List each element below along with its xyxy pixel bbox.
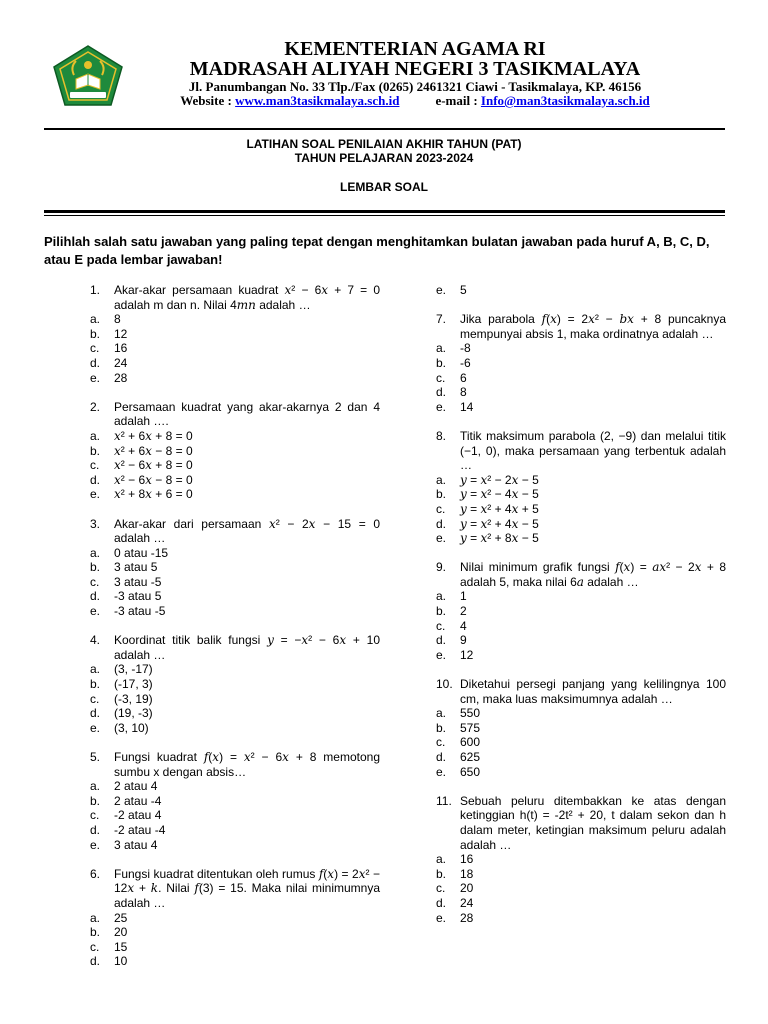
option-b [90,327,380,342]
option-text: 3 atau -5 [114,574,162,589]
option-letter: a. [90,428,101,443]
question-stem: Sebuah peluru ditembakkan ke atas dengan ketinggian h(t) = -2t² + 20, t dalam sekon dan h dalam meter, ketingian maksimum peluru adalah adalah … [460,793,726,852]
option-text: 4 [460,618,467,633]
question-stem: Diketahui persegi panjang yang kelilingnya 100 cm, maka luas maksimumnya adalah … [460,677,726,706]
option-letter: a. [436,472,447,487]
option-letter: c. [90,574,100,589]
website-link[interactable]: www.man3tasikmalaya.sch.id [235,93,400,108]
answer-options [90,779,380,852]
question-number: 6. [90,866,101,881]
option-letter: b. [90,677,101,692]
question-number: 4. [90,633,101,648]
question-stem: Akar-akar dari persamaan x² − 2x − 15 = 0 adalah … [114,516,380,546]
option-d [90,589,380,604]
answer-options [436,341,726,414]
question-stem: Fungsi kuadrat ditentukan oleh rumus f(x) = 2x² − 12x + k. Nilai f(3) = 15. Maka nilai minimumnya adalah … [114,866,380,910]
option-d [90,356,380,371]
option-text: 18 [460,866,474,881]
question-11 [436,794,726,925]
option-text: -8 [460,341,471,356]
question-10 [436,677,726,779]
option-b [90,444,380,459]
option-letter: d. [436,633,447,648]
option-letter: b. [436,720,447,735]
option-c [436,619,726,634]
option-text: 16 [460,852,474,867]
option-text: -3 atau -5 [114,604,166,619]
option-c [90,341,380,356]
option-letter: a. [436,589,447,604]
option-letter: e. [90,837,101,852]
option-text: y = x² + 8x − 5 [460,531,539,546]
school-year: TAHUN PELAJARAN 2023-2024 [294,151,474,165]
option-e [90,604,380,619]
option-letter: e. [436,399,447,414]
option-c [436,502,726,517]
option-text: 0 atau -15 [114,545,169,560]
option-e [436,911,726,926]
option-d [90,954,380,969]
option-e [90,838,380,853]
question-4 [90,633,380,735]
option-c [90,808,380,823]
option-text: 20 [114,925,128,940]
answer-options [436,589,726,662]
option-a [436,341,726,356]
option-e [436,531,726,546]
option-letter: c. [436,881,446,896]
email-link[interactable]: Info@man3tasikmalaya.sch.id [480,93,650,108]
option-letter: c. [90,939,100,954]
answer-options [436,473,726,546]
option-text: 3 atau 4 [114,837,158,852]
option-text: (-3, 19) [114,691,153,706]
option-letter: c. [90,691,100,706]
answer-options [90,662,380,735]
email-label: e-mail : [435,93,481,108]
option-letter: d. [90,355,101,370]
option-letter: e. [436,647,447,662]
option-text: -3 atau 5 [114,589,162,604]
option-b [436,867,726,882]
option-c [90,575,380,590]
option-text: 550 [460,706,481,721]
option-c [436,371,726,386]
option-letter: d. [436,895,447,910]
option-d [436,750,726,765]
question-9 [436,560,726,662]
option-text: 575 [460,720,481,735]
option-text: 8 [460,385,467,400]
option-text: 24 [460,895,474,910]
question-number: 1. [90,283,101,297]
option-a [436,706,726,721]
option-text: x² − 6x − 8 = 0 [114,472,193,487]
option-letter: e. [436,531,447,546]
letterhead [0,0,768,120]
answer-options [90,546,380,619]
option-letter: d. [90,954,101,969]
option-e [436,400,726,415]
option-letter: d. [90,589,101,604]
question-column-right [436,283,726,940]
option-letter: c. [436,370,446,385]
option-letter: c. [436,618,446,633]
option-b [90,560,380,575]
option-letter: c. [90,458,100,473]
option-letter: a. [436,852,447,867]
option-letter: e. [90,720,101,735]
answer-options [90,911,380,969]
question-number: 3. [90,516,101,531]
option-a [90,546,380,561]
option-text: x² + 6x + 8 = 0 [114,428,193,443]
question-5 [90,750,380,852]
option-a [436,852,726,867]
question-stem: Fungsi kuadrat f(x) = x² − 6x + 8 memotong sumbu x dengan absis… [114,750,380,779]
school-name: MADRASAH ALIYAH NEGERI 3 TASIKMALAYA [189,58,641,80]
question-column-left [90,283,380,984]
question-number: 7. [436,312,447,327]
option-letter: e. [90,487,101,502]
option-text: (19, -3) [114,706,153,721]
option-text: 3 atau 5 [114,560,158,575]
option-letter: a. [90,779,101,794]
option-c [436,735,726,750]
option-letter: b. [436,487,447,502]
option-letter: d. [436,385,447,400]
option-text: y = x² − 4x − 5 [460,487,539,502]
question-6 [436,283,726,298]
option-a [90,662,380,677]
option-text: 28 [114,370,128,385]
option-d [436,896,726,911]
option-a [436,589,726,604]
option-text: y = x² − 2x − 5 [460,472,539,487]
option-text: -2 atau 4 [114,808,162,823]
option-e [90,371,380,386]
question-3 [90,517,380,619]
question-number: 2. [90,399,101,414]
option-text: (3, -17) [114,662,153,677]
option-text: 25 [114,910,128,925]
option-letter: a. [436,706,447,721]
question-8 [436,429,726,546]
option-d [90,473,380,488]
school-address: Jl. Panumbangan No. 33 Tlp./Fax (0265) 2461321 Ciawi - Tasikmalaya, KP. 46156 [188,79,642,94]
option-text: 15 [114,939,128,954]
option-letter: b. [436,355,447,370]
option-letter: c. [90,808,100,823]
option-letter: b. [90,793,101,808]
title-divider-thin [44,215,725,216]
option-e [436,283,726,298]
option-letter: b. [90,560,101,575]
option-letter: c. [90,341,100,356]
option-text: 2 atau 4 [114,779,158,794]
option-text: 600 [460,735,481,750]
option-text: 20 [460,881,474,896]
answer-options [436,852,726,925]
option-d [436,517,726,532]
option-text: y = x² + 4x − 5 [460,516,539,531]
option-text: 9 [460,633,467,648]
option-text: y = x² + 4x + 5 [460,501,539,516]
letterhead-divider [44,128,725,130]
option-text: 2 atau -4 [114,793,162,808]
option-e [436,765,726,780]
option-letter: b. [90,925,101,940]
option-letter: d. [90,822,101,837]
option-d [436,633,726,648]
option-a [436,473,726,488]
option-text: (3, 10) [114,720,149,735]
option-letter: d. [436,750,447,764]
option-letter: c. [436,501,446,516]
option-text: 5 [460,283,467,297]
option-letter: e. [436,283,447,297]
answer-options [436,283,726,298]
option-text: x² + 8x + 6 = 0 [114,487,193,502]
option-text: 6 [460,370,467,385]
question-stem: Persamaan kuadrat yang akar-akarnya 2 dan 4 adalah …. [114,399,380,429]
exam-title: LATIHAN SOAL PENILAIAN AKHIR TAHUN (PAT) [246,137,522,151]
question-stem: Jika parabola f(x) = 2x² − bx + 8 puncaknya mempunyai absis 1, maka ordinatnya adalah … [460,312,726,341]
option-text: 625 [460,750,481,764]
option-d [90,823,380,838]
question-number: 8. [436,428,447,443]
question-1 [90,283,380,385]
option-a [90,429,380,444]
option-letter: a. [90,545,101,560]
title-divider-thick [44,210,725,213]
option-e [436,648,726,663]
option-letter: e. [436,764,447,779]
option-letter: a. [90,910,101,925]
question-stem: Titik maksimum parabola (2, −9) dan melalui titik (−1, 0), maka persamaan yang terbentuk adalah … [460,428,726,473]
option-letter: d. [90,706,101,721]
contact-line [110,93,720,109]
option-letter: d. [90,472,101,487]
option-letter: c. [436,735,446,750]
answer-options [90,312,380,385]
ministry-name: KEMENTERIAN AGAMA RI [284,38,546,60]
option-b [436,604,726,619]
option-letter: b. [436,604,447,619]
website-label: Website : [180,93,236,108]
option-letter: d. [436,516,447,531]
option-text: 12 [114,326,128,341]
option-text: 10 [114,954,128,969]
option-text: 24 [114,355,128,370]
option-letter: a. [436,341,447,356]
option-d [90,706,380,721]
question-stem: Akar-akar persamaan kuadrat x² − 6x + 7 = 0 adalah m dan n. Nilai 4mn adalah … [114,283,380,312]
question-6 [90,867,380,969]
option-b [436,487,726,502]
option-text: 12 [460,647,474,662]
option-text: -6 [460,355,471,370]
option-text: x² − 6x + 8 = 0 [114,458,193,473]
option-letter: b. [436,866,447,881]
option-d [436,385,726,400]
option-text: 16 [114,341,128,356]
question-stem: Koordinat titik balik fungsi y = −x² − 6x + 10 adalah … [114,633,380,662]
option-a [90,779,380,794]
question-number: 5. [90,750,101,764]
question-number: 10. [436,677,453,692]
option-text: (-17, 3) [114,677,153,692]
question-number: 11. [436,793,452,808]
answer-options [90,429,380,502]
option-c [90,940,380,955]
question-7 [436,312,726,414]
option-letter: b. [90,326,101,341]
option-c [90,458,380,473]
option-text: 14 [460,399,474,414]
option-e [90,487,380,502]
option-text: -2 atau -4 [114,822,166,837]
option-text: 8 [114,312,121,327]
question-stem: Nilai minimum grafik fungsi f(x) = ax² − 2x + 8 adalah 5, maka nilai 6a adalah … [460,560,726,589]
answer-options [436,706,726,779]
option-b [436,721,726,736]
option-e [90,721,380,736]
option-letter: b. [90,443,101,458]
option-a [90,312,380,327]
option-text: 28 [460,910,474,925]
option-c [436,881,726,896]
option-c [90,692,380,707]
option-letter: a. [90,312,101,327]
option-text: 650 [460,764,481,779]
sheet-title: LEMBAR SOAL [340,180,428,194]
option-b [436,356,726,371]
option-text: x² + 6x − 8 = 0 [114,443,193,458]
question-number: 9. [436,560,447,575]
option-letter: e. [90,370,101,385]
option-letter: e. [90,604,101,619]
option-b [90,925,380,940]
option-text: 1 [460,589,467,604]
instructions: Pilihlah salah satu jawaban yang paling tepat dengan menghitamkan bulatan jawaban pada huruf A, B, C, D, atau E pada lembar jawaban! [44,234,710,267]
question-2 [90,400,380,502]
option-b [90,677,380,692]
option-letter: a. [90,662,101,677]
option-text: 2 [460,604,467,619]
option-b [90,794,380,809]
option-letter: e. [436,910,447,925]
option-a [90,911,380,926]
